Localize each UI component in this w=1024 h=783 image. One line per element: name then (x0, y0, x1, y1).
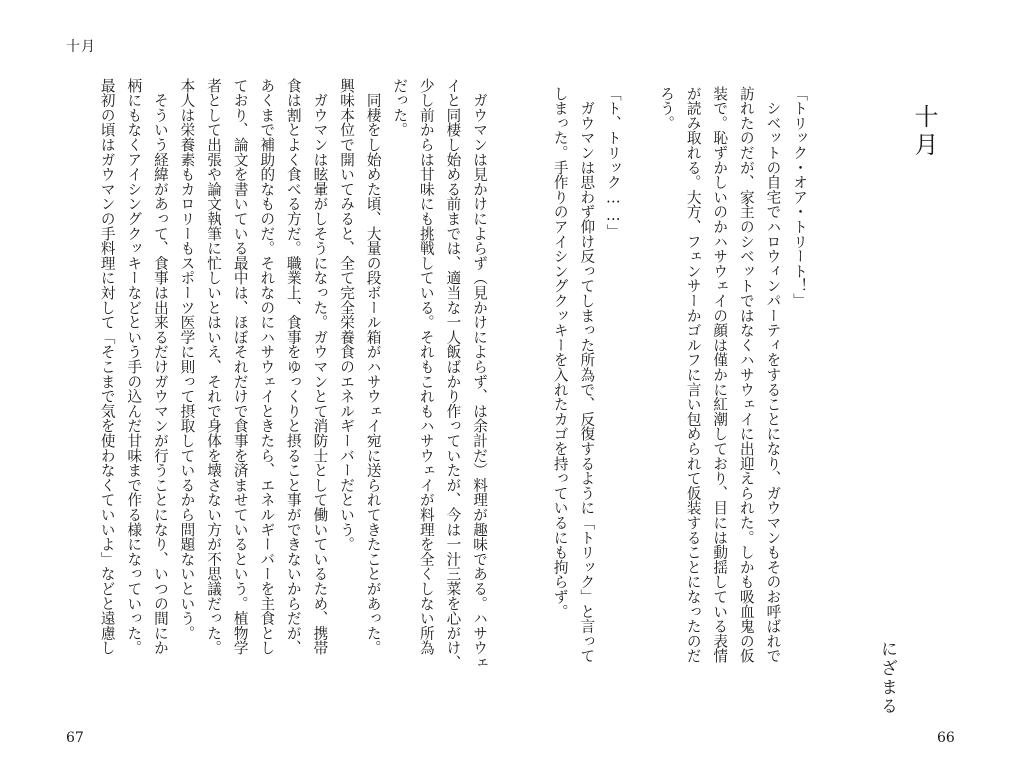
body-line: 柄にもなくアイシングクッキーなどという手の込んだ甘味まで作る様になっていった。 (125, 78, 143, 656)
author-name: にざまる (877, 640, 897, 716)
page-number-right: 66 (937, 730, 955, 746)
body-line: あくまで補助的なものだ。それなのにハサウェイときたら、エネルギーバーを主食とし (258, 78, 276, 656)
body-line: だった。 (391, 78, 409, 138)
body-line: しまった。手作りのアイシングクッキーを入れたカゴを持っているにも拘らず。 (551, 86, 569, 619)
body-line: ており、論文を書いている最中は、ほぼそれだけで食事を済ませているという。植物学 (231, 78, 249, 656)
body-line: 装で。恥ずかしいのかハサウェイの顔は僅かに紅潮しており、目には動揺している表情 (711, 86, 729, 664)
body-line: ガウマンは見かけによらず（見かけによらず、は余計だ）料理が趣味である。ハサウェ (471, 78, 488, 670)
body-line: 「ト、トリック……」 (604, 86, 622, 239)
body-line: 興味本位で開いてみると、全て完全栄養食のエネルギーバーだという。 (338, 78, 356, 552)
body-line: 本人は栄養素もカロリーもスポーツ医学に則って摂取しているから問題ないという。 (178, 78, 196, 641)
body-line: 食は割とよく食べる方だ。職業上、食事をゆっくりと摂ること事ができないからだが、 (284, 78, 302, 656)
body-line: ガウマンは思わず仰け反ってしまった所為で、反復するように「トリック」と言って (578, 86, 596, 664)
right-page-body (546, 86, 812, 706)
page-number-left: 67 (66, 730, 84, 746)
body-line: 「トリック・オア・トリート！」 (791, 86, 808, 308)
body-line: ガウマンは眩暈がしそうになった。ガウマンとて消防士として働いているため、携帯 (311, 78, 329, 656)
body-line: 者として出張や論文執筆に忙しいとはいえ、それで身体を壊さない方が不思議だった。 (205, 78, 223, 656)
body-line: 同棲をし始めた頃、大量の段ボール箱がハサウェイ宛に送られてきたことがあった。 (364, 78, 382, 656)
body-line: 訪れたのだが、家主のシベットではなくハサウェイに出迎えられた。しかも吸血鬼の仮 (737, 86, 755, 664)
chapter-title: 十月 (910, 104, 938, 160)
blank-line (626, 86, 653, 706)
body-line: イと同棲し始める前までは、適当な一人飯ばかり作っていたが、今は一汁三菜を心がけ、 (444, 78, 462, 670)
left-page-body (93, 78, 492, 718)
body-line: 少し前からは甘味にも挑戦している。それもこれもハサウェイが料理を全くしない所為 (417, 78, 435, 656)
running-head: 十月 (66, 39, 96, 55)
body-line: 最初の頃はガウマンの手料理に対して「そこまで気を使わなくていいよ」などと遠慮し (98, 78, 116, 656)
body-line: シベットの自宅でハロウィンパーティをすることになり、ガウマンもそのお呼ばれで (764, 86, 782, 664)
body-line: が読み取れる。大方、フェンサーかゴルフに言い包められて仮装することになったのだ (684, 86, 702, 664)
body-line: そういう経緯があって、食事は出来るだけガウマンが行うことになり、いつの間にか (151, 78, 169, 656)
body-line: ろう。 (658, 86, 676, 131)
